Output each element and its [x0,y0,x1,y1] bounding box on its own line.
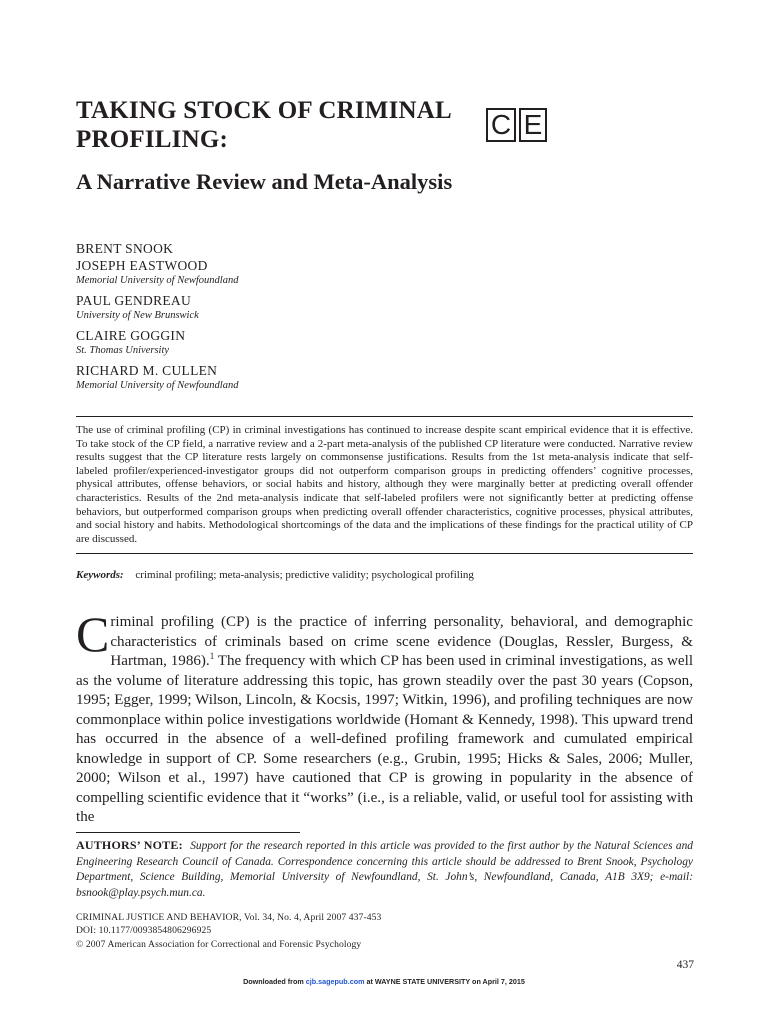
ce-logo-e: E [519,108,547,142]
article-subtitle: A Narrative Review and Meta-Analysis [76,169,453,194]
authors-note [76,838,693,901]
article-title [76,96,486,154]
ce-logo-c: C [486,108,516,142]
drop-cap: C [76,606,110,662]
author-list [76,240,676,397]
body-text-part-2: The frequency with which CP has been used in criminal investigations, as well as the volume of literature addressing this topic, has grown steadily over the past 30 years (Copson, 1995; Egger, 1999; Wilson, Lincoln, & Kocsis, 1997; Witkin, 1996), and profiling techniques are now commonplace within police investigations worldwide (Homant & Kennedy, 1998). This upward trend has occurred in the absence of a well-defined profiling framework and cumulated empirical knowledge in support of CP. Some researchers (e.g., Grubin, 1995; Hicks & Sales, 2006; Muller, 2000; Wilson et al., 1997) have cautioned that CP is growing in popularity in the absence of compelling scientific evidence that it “works” (i.e., is a reliable, valid, or useful tool for assisting with the [76,653,694,825]
keywords-text: criminal profiling; meta-analysis; predictive validity; psychological profiling [135,569,474,581]
author-name: CLAIRE GOGGIN [76,328,186,343]
author-affiliation: Memorial University of Newfoundland [76,380,239,391]
abstract: The use of criminal profiling (CP) in criminal investigations has continued to increase despite scant empirical evidence that it is effective. To take stock of the CP field, a narrative review and a 2-part meta-analysis of the published CP literature were conducted. Narrative review results suggest that the CP literature rests largely on commonsense justifications. Results from the 1st meta-analysis indicate that self-labeled profiler/experienced-investigator groups did not outperform comparison groups in predicting offenders’ cognitive processes, physical attributes, offense behaviors, or social habits and history, although they were marginally better at predicting overall offender characteristics. Results of the 2nd meta-analysis indicate that self-labeled profilers were not significantly better at predicting offense behaviors, but outperformed comparison groups when predicting overall offender characteristics, cognitive processes, physical attributes, and social history and habits. Methodological shortcomings of the data and the implications of these findings for the practical utility of CP are discussed. [76,416,693,554]
journal-citation: CRIMINAL JUSTICE AND BEHAVIOR, Vol. 34, No. 4, April 2007 437-453 [76,912,382,923]
body-paragraph [76,606,694,828]
author-affiliation: University of New Brunswick [76,310,199,321]
author-name: JOSEPH EASTWOOD [76,258,208,273]
title-line-1: TAKING STOCK OF CRIMINAL [76,97,452,124]
author-name: BRENT SNOOK [76,241,174,256]
download-notice [0,977,768,986]
page-number: 437 [676,959,694,971]
authors-note-text: Support for the research reported in this article was provided to the first author by the Natural Sciences and Engineering Research Council of Canada. Correspondence concerning this article should be addressed to Brent Snook, Psychology Department, Science Building, Memorial University of Newfoundland, St. John’s, Newfoundland, Canada, A1B 3X9; e-mail: bsnook@play.psych.mun.ca. [76,840,693,899]
author-name: RICHARD M. CULLEN [76,363,218,378]
author-affiliation: St. Thomas University [76,345,170,356]
copyright: © 2007 American Association for Correctional and Forensic Psychology [76,938,362,950]
keywords-label: Keywords: [76,569,124,581]
doi: DOI: 10.1177/0093854806296925 [76,925,212,937]
footnote-divider [76,832,300,833]
footnote-reference[interactable]: 1 [209,650,215,661]
download-prefix: Downloaded from [243,977,306,986]
author-name: PAUL GENDREAU [76,293,192,308]
ce-logo-icon [486,108,547,142]
download-suffix: at WAYNE STATE UNIVERSITY on April 7, 2015 [364,977,525,986]
download-link[interactable]: cjb.sagepub.com [305,977,365,986]
citation-block [76,911,693,951]
title-block [76,96,696,196]
body-text-part-1: riminal profiling (CP) is the practice of inferring personality, behavioral, and demographic characteristics of criminals based on crime scene evidence (Douglas, Ressler, Burgess, & Hartman, 1986). [110,614,693,669]
authors-note-label: AUTHORS’ NOTE: [76,838,183,852]
author-affiliation: Memorial University of Newfoundland [76,275,239,286]
keywords [76,568,693,582]
title-line-2: PROFILING: [76,126,228,153]
